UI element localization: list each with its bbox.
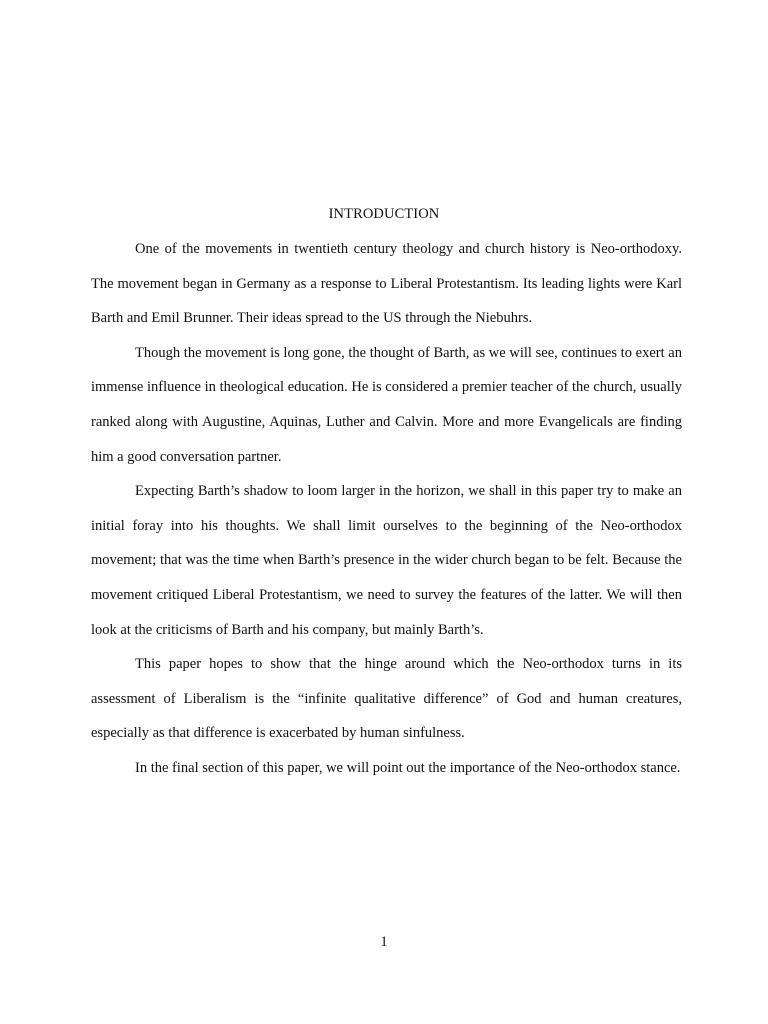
paragraph-1: One of the movements in twentieth century theology and church history is Neo-orthodoxy. The movement began in Germany as a response to Liberal Protestantism. Its leading lights were Karl Barth and Emil Brunner. Their ideas spread to the US through the Niebuhrs. — [91, 241, 682, 327]
paragraph-3: Expecting Barth’s shadow to loom larger in the horizon, we shall in this paper try to make an initial foray into his thoughts. We shall limit ourselves to the beginning of the Neo-orthodox movement; that was the time when Barth’s presence in the wider church began to be felt. Because the movement critiqued Liberal Protestantism, we need to survey the features of the latter. We will then look at the criticisms of Barth and his company, but mainly Barth’s. — [91, 483, 682, 638]
paragraph-5: In the final section of this paper, we will point out the importance of the Neo-orthodox stance. — [135, 759, 681, 776]
body-text — [91, 232, 682, 786]
page-number: 1 — [380, 934, 388, 950]
paragraph-2: Though the movement is long gone, the thought of Barth, as we will see, continues to exert an immense influence in theological education. He is considered a premier teacher of the church, usually ranked along with Augustine, Aquinas, Luther and Calvin. More and more Evangelicals are finding him a good conversation partner. — [91, 344, 682, 465]
section-heading: INTRODUCTION — [328, 206, 440, 222]
paragraph-4: This paper hopes to show that the hinge around which the Neo-orthodox turns in its assessment of Liberalism is the “infinite qualitative difference” of God and human creatures, especially as that difference is exacerbated by human sinfulness. — [91, 656, 682, 742]
